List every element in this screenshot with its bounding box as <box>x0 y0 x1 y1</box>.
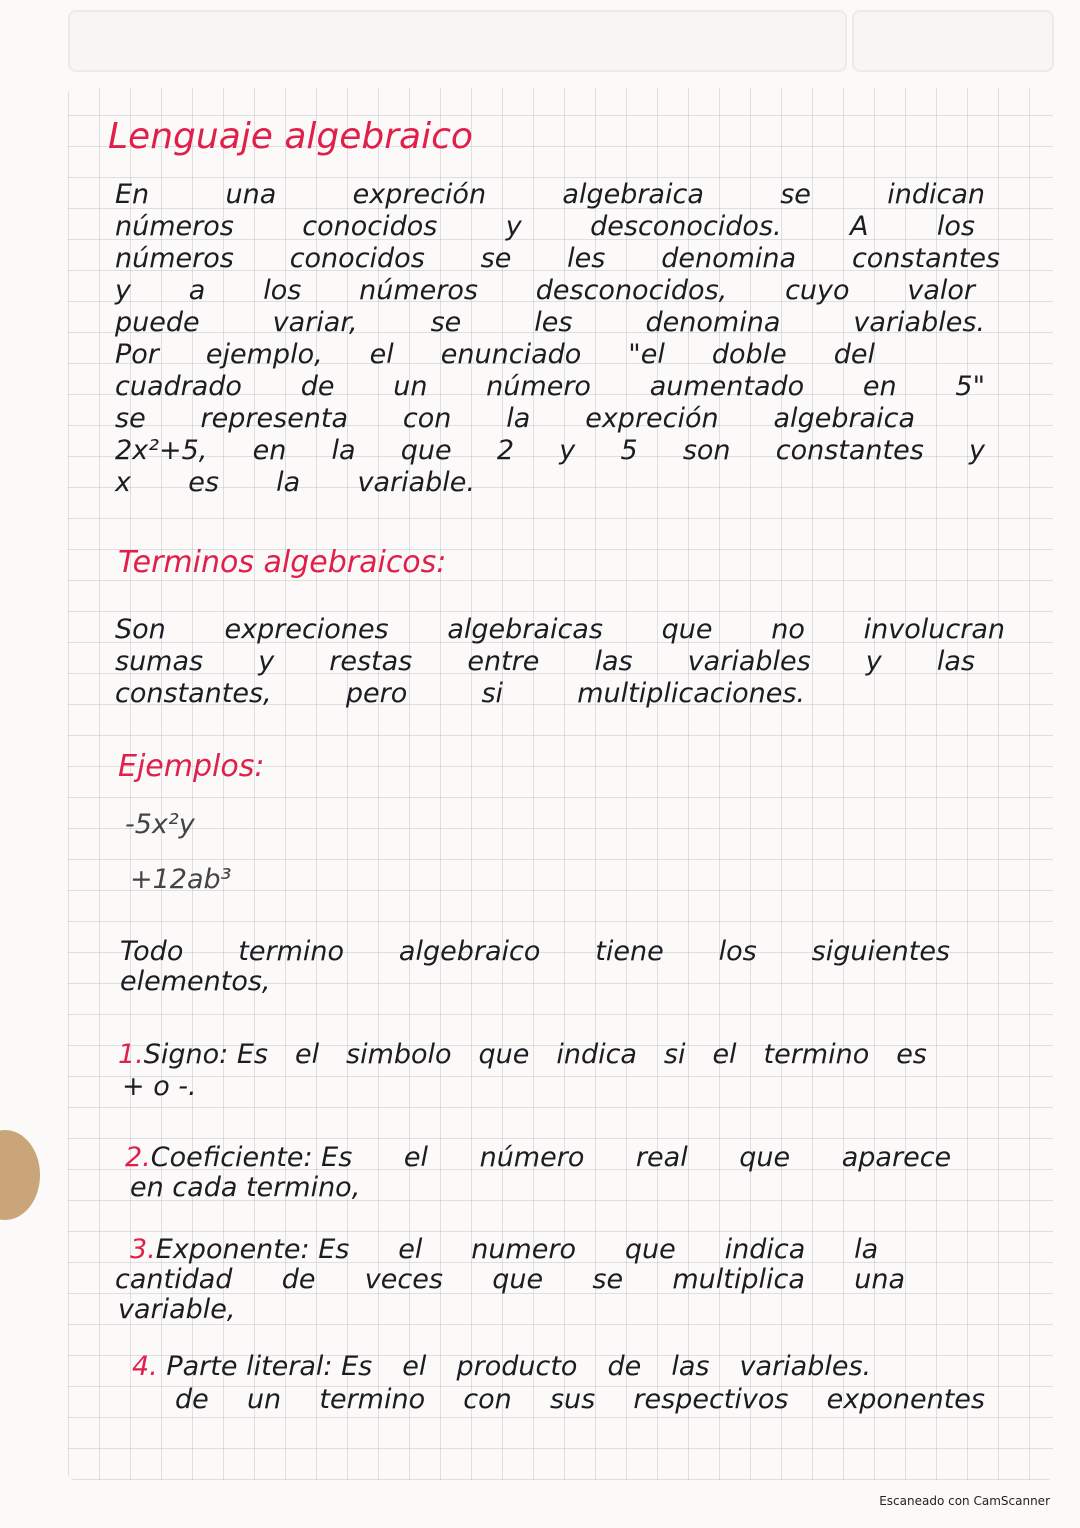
elements-line: Todo termino algebraico tiene los siguientes <box>120 936 950 967</box>
terms-line: Son expreciones algebraicas que no involucran <box>115 614 1005 645</box>
intro-line: 2x²+5, en la que 2 y 5 son constantes y <box>115 435 985 466</box>
example-term: -5x²y <box>125 809 195 840</box>
intro-line: se representa con la expreción algebraica <box>115 403 915 434</box>
item-text: cantidad de veces que se multiplica una <box>115 1264 905 1295</box>
date-box <box>852 10 1054 72</box>
item-number: 1. <box>118 1039 144 1070</box>
item-signo <box>118 1040 927 1070</box>
item-number: 4. <box>132 1351 158 1382</box>
item-exponente <box>130 1235 878 1265</box>
intro-line: En una expreción algebraica se indican <box>115 179 985 210</box>
elements-line: elementos, <box>120 966 271 997</box>
item-text: variable, <box>118 1294 236 1325</box>
intro-line: cuadrado de un número aumentado en 5" <box>115 371 985 402</box>
intro-line: Por ejemplo, el enunciado "el doble del <box>115 339 875 370</box>
item-text: Es el numero que indica la <box>318 1234 879 1265</box>
example-term: +12ab³ <box>130 864 232 895</box>
item-text: en cada termino, <box>130 1172 361 1203</box>
item-parte-literal <box>132 1352 871 1382</box>
item-coeficiente <box>125 1143 951 1173</box>
item-number: 2. <box>125 1142 151 1173</box>
item-text: Es el producto de las variables. <box>341 1351 872 1382</box>
item-number: 3. <box>130 1234 156 1265</box>
item-label: Parte literal: <box>166 1351 333 1382</box>
header-box <box>68 10 847 72</box>
scanner-watermark: Escaneado con CamScanner <box>879 1494 1050 1508</box>
item-text: Es el simbolo que indica si el termino es <box>236 1039 927 1070</box>
terms-line: constantes, pero si multiplicaciones. <box>115 678 805 709</box>
intro-line: x es la variable. <box>115 467 475 498</box>
page-title: Lenguaje algebraico <box>108 116 473 157</box>
intro-line: números conocidos y desconocidos. A los <box>115 211 975 242</box>
item-label: Exponente: <box>155 1234 310 1265</box>
item-text: de un termino con sus respectivos exponentes <box>175 1384 985 1415</box>
item-text: + o -. <box>122 1071 197 1102</box>
examples-heading: Ejemplos: <box>118 749 265 784</box>
item-text: Es el número real que aparece <box>321 1142 952 1173</box>
item-label: Signo: <box>143 1039 229 1070</box>
item-label: Coeficiente: <box>150 1142 313 1173</box>
terms-heading: Terminos algebraicos: <box>118 545 447 580</box>
intro-line: y a los números desconocidos, cuyo valor <box>115 275 975 306</box>
terms-line: sumas y restas entre las variables y las <box>115 646 975 677</box>
intro-line: puede variar, se les denomina variables. <box>115 307 985 338</box>
binder-ring <box>0 1130 40 1220</box>
intro-line: números conocidos se les denomina constantes <box>115 243 1000 274</box>
